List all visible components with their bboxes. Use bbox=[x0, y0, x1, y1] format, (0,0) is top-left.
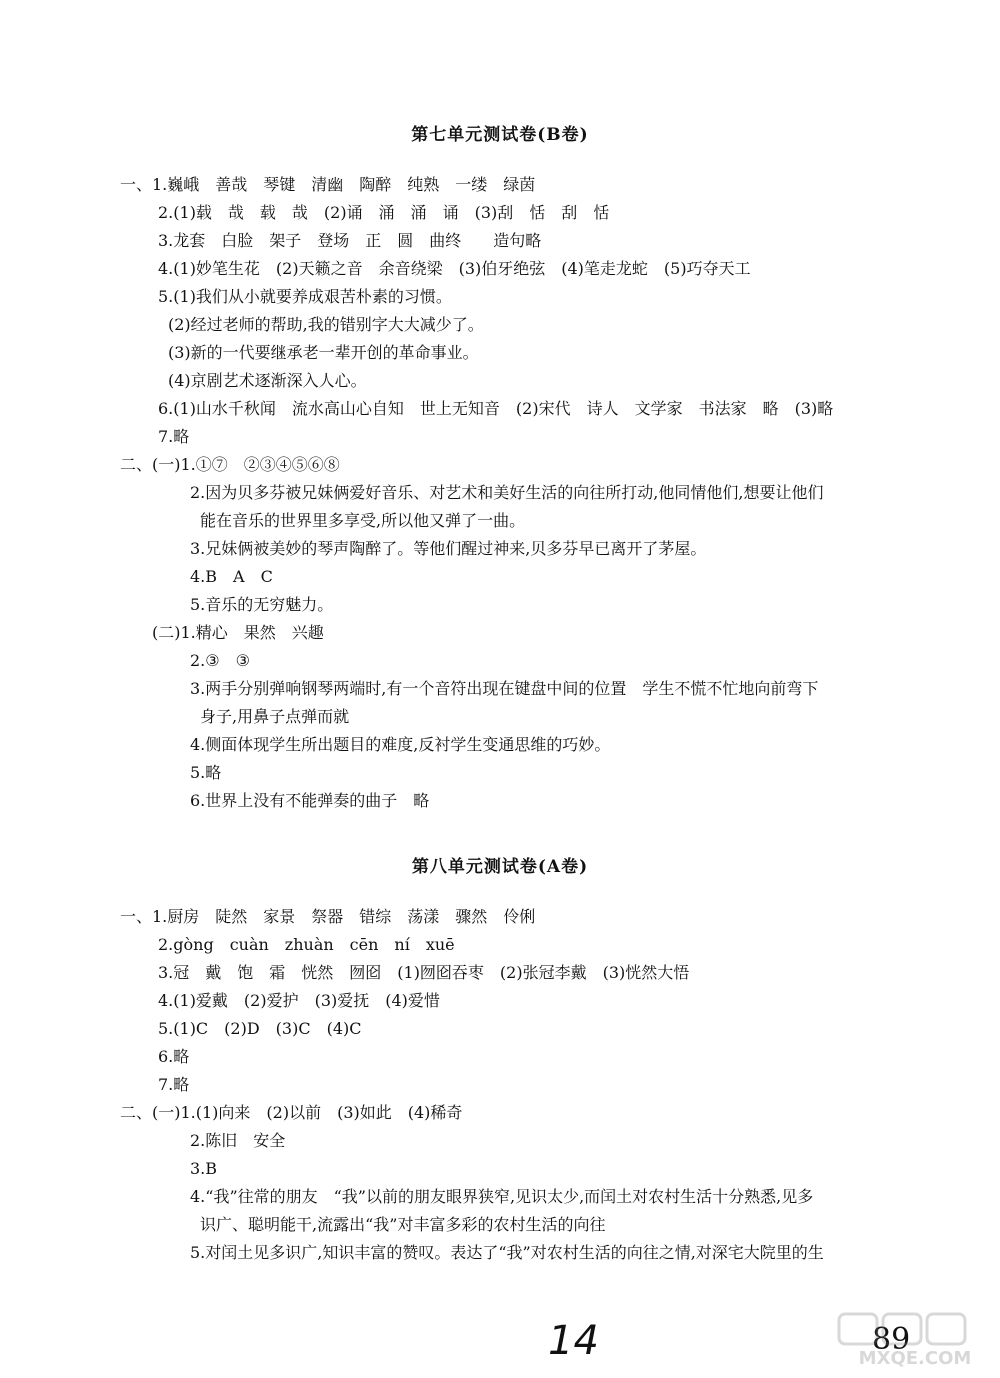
answer-line: 4.(1)妙笔生花 (2)天籁之音 余音绕梁 (3)伯牙绝弦 (4)笔走龙蛇 (5)巧夺天工 bbox=[158, 259, 751, 278]
answer-line: 识广、聪明能干,流露出“我”对丰富多彩的农村生活的向往 bbox=[200, 1215, 606, 1234]
answer-line: 一、1.厨房 陡然 家景 祭器 错综 荡漾 骤然 伶俐 bbox=[120, 907, 536, 926]
answer-line: 2.gòng cuàn zhuàn cēn ní xuē bbox=[158, 935, 455, 954]
answer-line: (3)新的一代要继承老一辈开创的革命事业。 bbox=[168, 343, 479, 362]
answer-line: 4.B A C bbox=[190, 567, 273, 586]
answer-line: (2)经过老师的帮助,我的错别字大大减少了。 bbox=[168, 315, 484, 334]
watermark-text: MXQE.COM bbox=[858, 1348, 972, 1368]
answer-line: 能在音乐的世界里多享受,所以他又弹了一曲。 bbox=[200, 511, 526, 530]
watermark-logo bbox=[837, 1312, 992, 1368]
answer-line: 3.两手分别弹响钢琴两端时,有一个音符出现在键盘中间的位置 学生不慌不忙地向前弯下 bbox=[190, 679, 819, 698]
answer-line: (二)1.精心 果然 兴趣 bbox=[152, 623, 324, 642]
answer-line: 4.“我”往常的朋友 “我”以前的朋友眼界狭窄,见识太少,而闰土对农村生活十分熟悉,见多 bbox=[190, 1187, 814, 1206]
answer-line: 2.(1)载 哉 载 哉 (2)诵 涌 涌 诵 (3)刮 恬 刮 恬 bbox=[158, 203, 610, 222]
answer-line: (4)京剧艺术逐渐深入人心。 bbox=[168, 371, 367, 390]
answer-line: 身子,用鼻子点弹而就 bbox=[200, 707, 350, 726]
answer-line: 一、1.巍峨 善哉 琴键 清幽 陶醉 纯熟 一缕 绿茵 bbox=[120, 175, 536, 194]
section7b-title: 第七单元测试卷(B卷) bbox=[411, 125, 589, 145]
answer-line: 5.对闰土见多识广,知识丰富的赞叹。表达了“我”对农村生活的向往之情,对深宅大院里的生 bbox=[190, 1243, 824, 1262]
handwritten-note: 14 bbox=[548, 1318, 599, 1364]
answer-line: 6.世界上没有不能弹奏的曲子 略 bbox=[190, 791, 430, 810]
answer-line: 7.略 bbox=[158, 427, 190, 446]
answer-line: 4.(1)爱戴 (2)爱护 (3)爱抚 (4)爱惜 bbox=[158, 991, 440, 1010]
answer-line: 二、(一)1.(1)向来 (2)以前 (3)如此 (4)稀奇 bbox=[120, 1103, 463, 1122]
answer-line: 5.略 bbox=[190, 763, 222, 782]
answer-line: 5.(1)我们从小就要养成艰苦朴素的习惯。 bbox=[158, 287, 452, 306]
answer-line: 3.冠 戴 饱 霜 恍然 囫囵 (1)囫囵吞枣 (2)张冠李戴 (3)恍然大悟 bbox=[158, 963, 690, 982]
answer-line: 3.兄妹俩被美妙的琴声陶醉了。等他们醒过神来,贝多芬早已离开了茅屋。 bbox=[190, 539, 707, 558]
section8a-title: 第八单元测试卷(A卷) bbox=[411, 857, 589, 877]
answer-line: 2.③ ③ bbox=[190, 651, 250, 670]
answer-line: 二、(一)1.①⑦ ②③④⑤⑥⑧ bbox=[120, 455, 340, 474]
answer-line: 5.(1)C (2)D (3)C (4)C bbox=[158, 1019, 362, 1038]
answer-line: 5.音乐的无穷魅力。 bbox=[190, 595, 334, 614]
answer-line: 3.B bbox=[190, 1159, 218, 1178]
answer-line: 6.(1)山水千秋闻 流水高山心自知 世上无知音 (2)宋代 诗人 文学家 书法家 略 (3)略 bbox=[158, 399, 834, 418]
answer-line: 6.略 bbox=[158, 1047, 190, 1066]
answer-line: 2.陈旧 安全 bbox=[190, 1131, 286, 1150]
answer-line: 4.侧面体现学生所出题目的难度,反衬学生变通思维的巧妙。 bbox=[190, 735, 611, 754]
answer-line: 3.龙套 白脸 架子 登场 正 圆 曲终 造句略 bbox=[158, 231, 542, 250]
answer-line: 2.因为贝多芬被兄妹俩爱好音乐、对艺术和美好生活的向往所打动,他同情他们,想要让他们 bbox=[190, 483, 824, 502]
page-number: 89 bbox=[872, 1322, 911, 1357]
answer-line: 7.略 bbox=[158, 1075, 190, 1094]
